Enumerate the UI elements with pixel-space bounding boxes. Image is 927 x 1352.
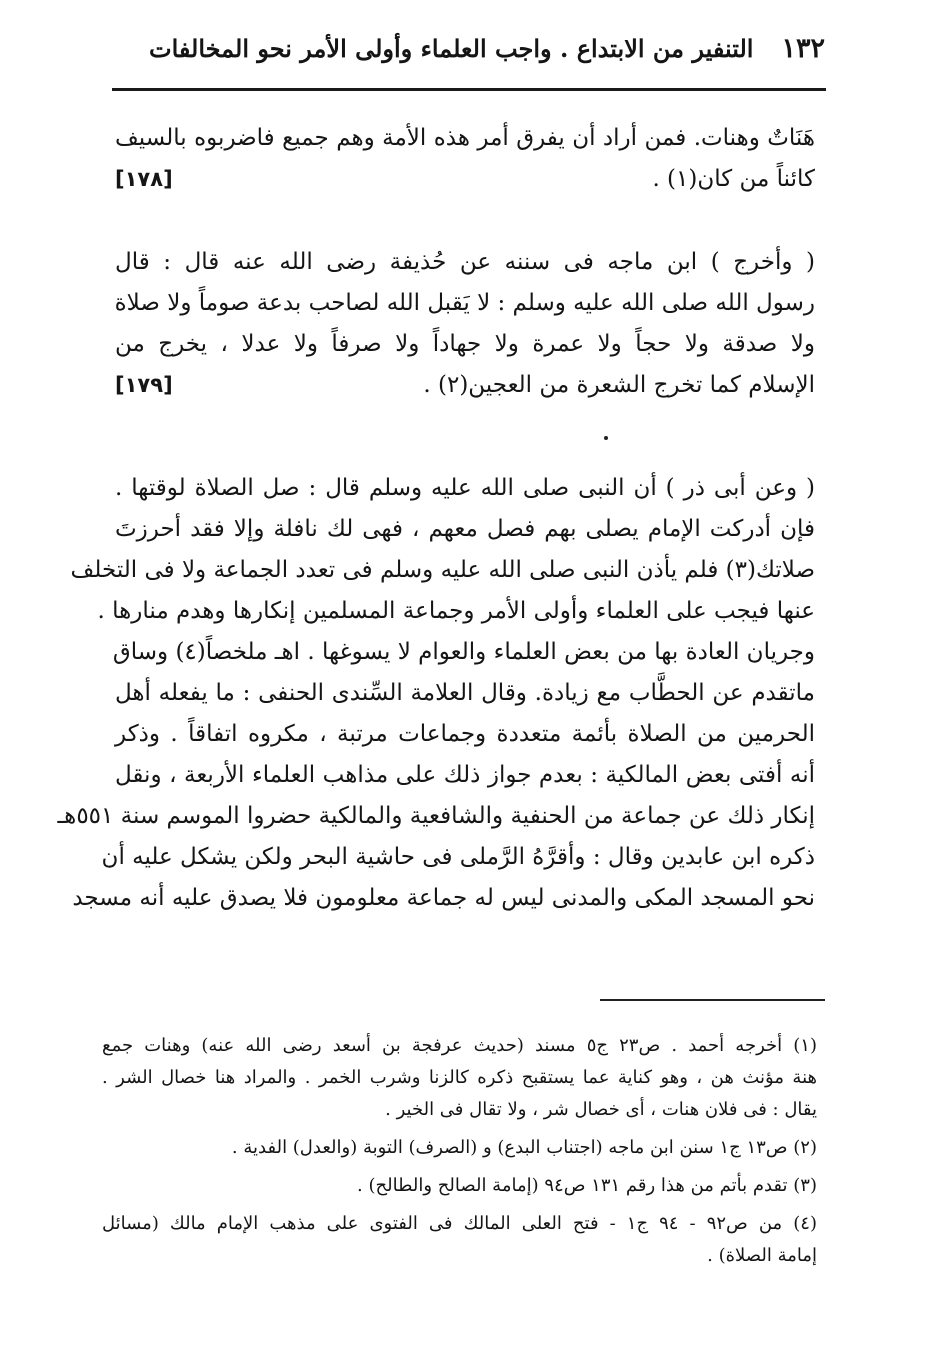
text-line: كائناً من كان(١) . <box>652 166 815 192</box>
text-line-with-ref <box>115 365 815 406</box>
footnote-1 <box>102 1030 817 1126</box>
footnote-4 <box>102 1208 817 1272</box>
footnote-line: (٢) ص١٣ ج١ سنن ابن ماجه (اجتناب البدع) و (الصرف) التوبة (والعدل) الفدية . <box>231 1137 817 1158</box>
paragraph-abu-dharr <box>57 468 815 919</box>
text-line: ( وأخرج ) ابن ماجه فى سننه عن حُذيفة رضى الله عنه قال : قال <box>115 249 815 275</box>
footnote-2 <box>102 1132 817 1164</box>
footnote-line: يقال : فى فلان هنات ، أى خصال شر ، ولا تقال فى الخير . <box>385 1099 817 1120</box>
paragraph-178 <box>115 118 815 200</box>
text-line-with-ref <box>115 159 815 200</box>
footnote-line: (٣) تقدم بأتم من هذا رقم ١٣١ ص٩٤ (إمامة الصالح والطالح) . <box>357 1175 817 1196</box>
footnote-line: إمامة الصلاة) . <box>707 1245 817 1266</box>
text-line: ولا صدقة ولا حجاً ولا عمرة ولا جهاداً ولا صرفاً ولا عدلا ، يخرج من <box>115 331 815 357</box>
entry-number: [١٧٩] <box>115 373 173 397</box>
running-header <box>110 28 825 68</box>
text-line: ذكره ابن عابدين وقال : وأقرَّهُ الرَّملى فى حاشية البحر ولكن يشكل عليه أن <box>101 844 815 870</box>
text-line: فإن أدركت الإمام يصلى بهم فصل معهم ، فهى لك نافلة وإلا فقد أحرزتَ <box>115 516 815 542</box>
text-line: هَنَاتٌ وهنات. فمن أراد أن يفرق أمر هذه الأمة وهم جميع فاضربوه بالسيف <box>115 125 815 151</box>
text-line: الحرمين من الصلاة بأئمة متعددة وجماعات مرتبة ، مكروه اتفاقاً . وذكر <box>115 721 815 747</box>
entry-number: [١٧٨] <box>115 167 173 191</box>
text-line: نحو المسجد المكى والمدنى ليس له جماعة معلومون فلا يصدق عليه أنه مسجد <box>72 885 815 911</box>
text-line: إنكار ذلك عن جماعة من الحنفية والشافعية والمالكية حضروا الموسم سنة ٥٥١هـ <box>57 803 815 829</box>
text-line: ماتقدم عن الحطَّاب مع زيادة. وقال العلامة السِّندى الحنفى : ما يفعله أهل <box>115 680 815 706</box>
text-line: رسول الله صلى الله عليه وسلم : لا يَقبل الله لصاحب بدعة صوماً ولا صلاة <box>114 290 815 316</box>
ink-dot <box>604 436 608 440</box>
paragraph-179 <box>115 242 815 406</box>
footnote-line: (٤) من ص٩٢ - ٩٤ ج١ - فتح العلى المالك فى الفتوى على مذهب الإمام مالك (مسائل <box>102 1213 817 1234</box>
text-line: صلاتك(٣) فلم يأذن النبى صلى الله عليه وسلم فى تعدد الجماعة ولا فى التخلف <box>70 557 815 583</box>
text-line: الإسلام كما تخرج الشعرة من العجين(٢) . <box>423 372 815 398</box>
text-line: أنه أفتى بعض المالكية : بعدم جواز ذلك على مذاهب العلماء الأربعة ، ونقل <box>115 762 815 788</box>
footnote-line: هنة مؤنث هن ، وهو كناية عما يستقبح ذكره كالزنا وشرب الخمر . والمراد هنا خصال الشر . <box>102 1067 817 1088</box>
header-rule <box>112 88 826 91</box>
running-title: التنفير من الابتداع . واجب العلماء وأولى الأمر نحو المخالفات <box>149 33 754 63</box>
footnotes <box>102 1030 817 1278</box>
text-line: وجريان العادة بها من بعض العلماء والعوام لا يسوغها . اهـ ملخصاً(٤) وساق <box>112 639 815 665</box>
footnote-line: (١) أخرجه أحمد . ص٢٣ ج٥ مسند (حديث عرفجة بن أسعد رضى الله عنه) وهنات جمع <box>102 1035 817 1056</box>
footnote-rule <box>600 999 825 1001</box>
text-line: عنها فيجب على العلماء وأولى الأمر وجماعة المسلمين إنكارها وهدم منارها . <box>97 598 815 624</box>
page-number: ١٣٢ <box>781 32 825 64</box>
footnote-3 <box>102 1170 817 1202</box>
text-line: ( وعن أبى ذر ) أن النبى صلى الله عليه وسلم قال : صل الصلاة لوقتها . <box>115 475 815 501</box>
